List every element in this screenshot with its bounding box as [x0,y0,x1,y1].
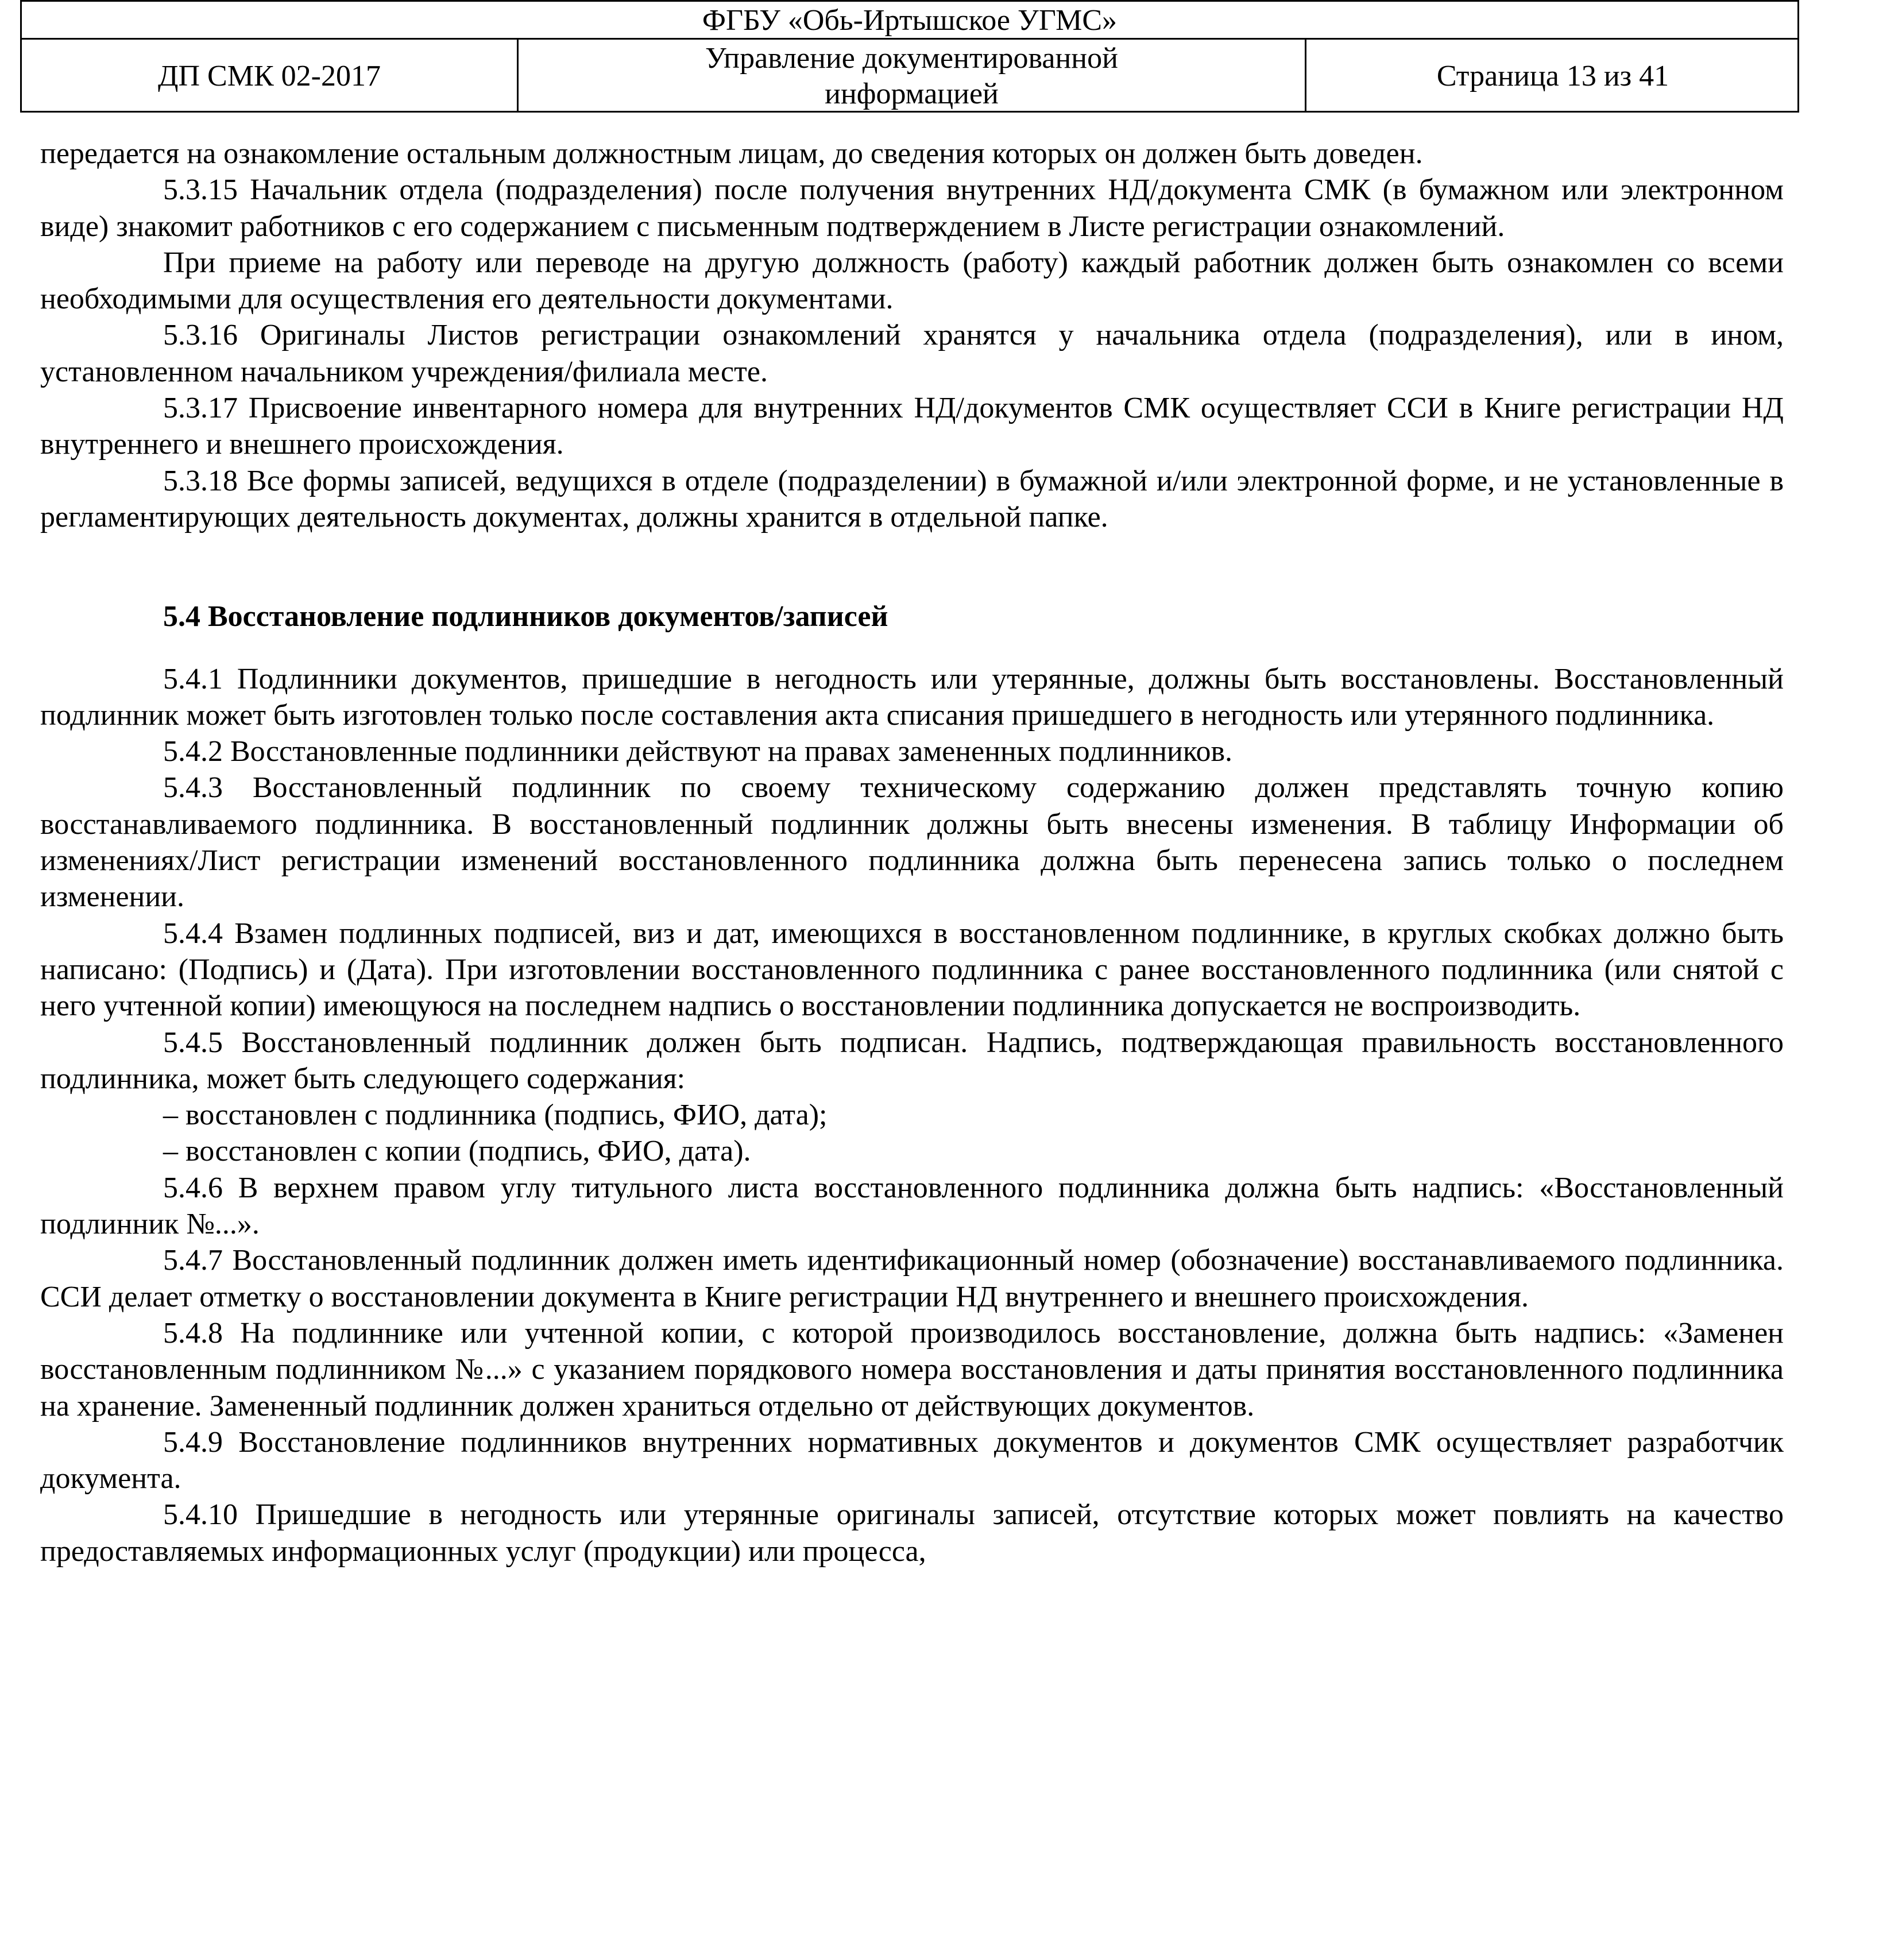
paragraph-hiring: При приеме на работу или переводе на другую должность (работу) каждый работник должен быть ознакомлен со всеми необходимыми для осуществления его деятельности документами. [40,246,1784,316]
page-number: Страница 13 из 41 [1436,60,1669,92]
section-heading: 5.4 Восстановление подлинников документов/записей [163,600,888,633]
document-title-line-1: Управление документированной [705,41,1118,75]
paragraph-5-4-9: 5.4.9 Восстановление подлинников внутренних нормативных документов и документов СМК осуществляет разработчик документа. [40,1425,1784,1495]
paragraph-5-3-18: 5.3.18 Все формы записей, ведущихся в отделе (подразделении) в бумажной и/или электронной форме, и не установленные в регламентирующих деятельность документах, должны хранится в отдельной папке. [40,464,1784,534]
paragraph-5-4-3: 5.4.3 Восстановленный подлинник по своему техническому содержанию должен представлять точную копию восстанавливаемого подлинника. В восстановленный подлинник должны быть внесены изменения. В таблицу Информации об изменениях/Лист регистрации изменений восстановленного подлинника должна быть перенесена запись только о последнем изменении. [40,771,1784,914]
section-spacer [40,535,1784,598]
paragraph-5-3-17: 5.3.17 Присвоение инвентарного номера для внутренних НД/документов СМК осуществляет ССИ в Книге регистрации НД внутреннего и внешнего происхождения. [40,392,1784,461]
list-item: – восстановлен с подлинника (подпись, ФИО, дата); [163,1099,828,1132]
paragraph-5-4-7: 5.4.7 Восстановленный подлинник должен иметь идентификационный номер (обозначение) восстанавливаемого подлинника. ССИ делает отметку о восстановлении документа в Книге регистрации НД внутреннего и внешнего происхождения. [40,1244,1784,1313]
paragraph-5-4-1: 5.4.1 Подлинники документов, пришедшие в негодность или утерянные, должны быть восстановлены. Восстановленный подлинник может быть изготовлен только после составления акта списания пришедшего в негодность или утерянного подлинника. [40,662,1784,732]
paragraph-5-4-8: 5.4.8 На подлиннике или учтенной копии, с которой производилось восстановление, должна быть надпись: «Заменен восстановленным подлинником №...» с указанием порядкового номера восстановления и даты принятия восстановленного подлинника на хранение. Замененный подлинник должен храниться отдельно от действующих документов. [40,1316,1784,1422]
paragraph-5-3-15: 5.3.15 Начальник отдела (подразделения) после получения внутренних НД/документа СМК (в бумажном или электронном виде) знакомит работников с его содержанием с письменным подтверждением в Листе регистрации ознакомлений. [40,173,1784,243]
heading-spacer [40,635,1784,661]
document-title [519,40,1306,113]
document-code: ДП СМК 02-2017 [22,40,519,113]
paragraph-5-4-5: 5.4.5 Восстановленный подлинник должен быть подписан. Надпись, подтверждающая правильность восстановленного подлинника, может быть следующего содержания: [40,1026,1784,1095]
organization-name: ФГБУ «Обь-Иртышское УГМС» [22,2,1797,40]
document-body [40,136,1784,1569]
paragraph-5-4-4: 5.4.4 Взамен подлинных подписей, виз и дат, имеющихся в восстановленном подлиннике, в круглых скобках должно быть написано: (Подпись) и (Дата). При изготовлении восстановленного подлинника с ранее восстановленного подлинника (или снятой с него учтенной копии) имеющуюся на последнем надпись о восстановлении подлинника допускается не воспроизводить. [40,917,1784,1023]
paragraph-5-4-2: 5.4.2 Восстановленные подлинники действуют на правах замененных подлинников. [163,735,1233,768]
document-title-line-2: информацией [825,77,999,110]
list-item: – восстановлен с копии (подпись, ФИО, дата). [163,1135,751,1168]
paragraph-5-3-16: 5.3.16 Оригиналы Листов регистрации ознакомлений хранятся у начальника отдела (подразделения), или в ином, установленном начальником учреждения/филиала месте. [40,319,1784,388]
paragraph-continuation: передается на ознакомление остальным должностным лицам, до сведения которых он должен быть доведен. [40,137,1423,170]
paragraph-5-4-6: 5.4.6 В верхнем правом углу титульного листа восстановленного подлинника должна быть надпись: «Восстановленный подлинник №...». [40,1171,1784,1241]
paragraph-5-4-10: 5.4.10 Пришедшие в негодность или утерянные оригиналы записей, отсутствие которых может повлиять на качество предоставляемых информационных услуг (продукции) или процесса, [40,1498,1784,1568]
document-header-table [20,0,1799,113]
